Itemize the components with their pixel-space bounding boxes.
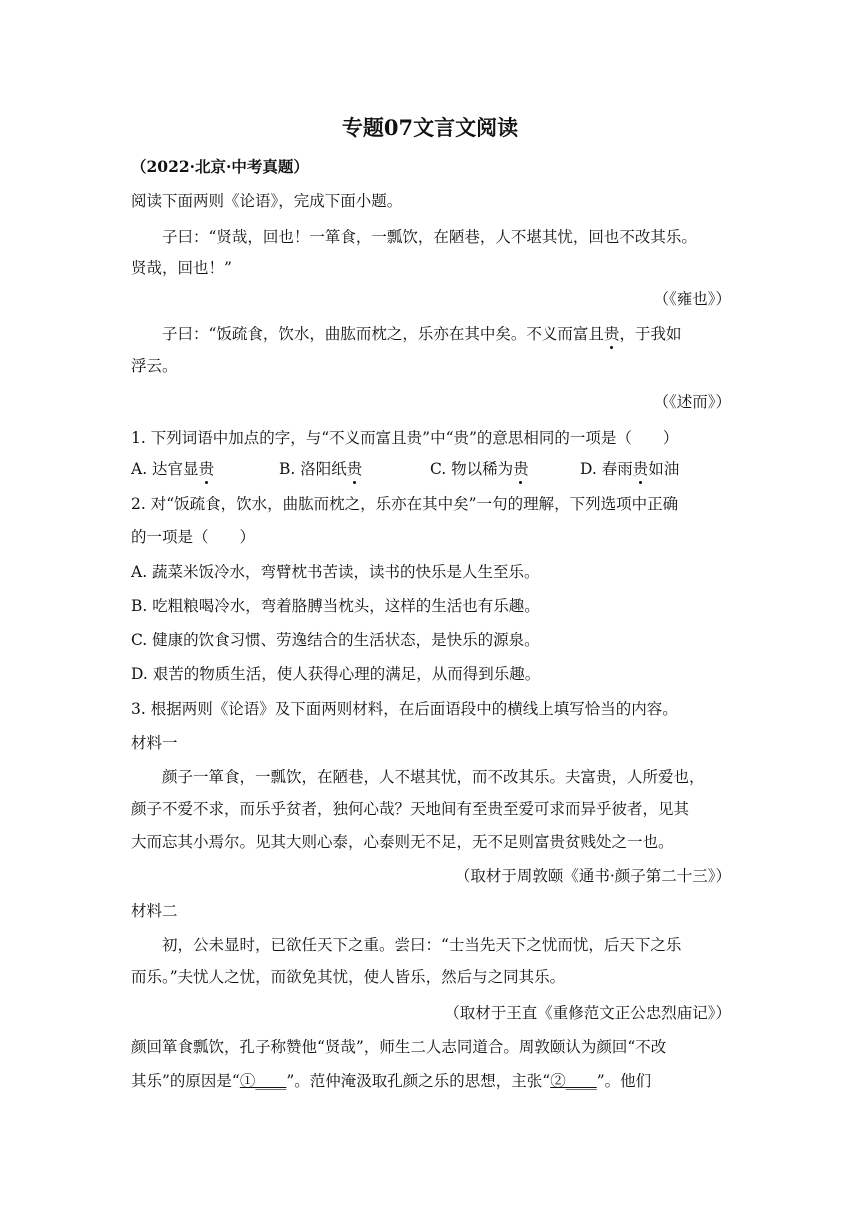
material1-line: 颜子不爱不求，而乐乎贫者，独何心哉？天地间有至贵至爱可求而异乎彼者，见其 [131,800,690,818]
option-text: A. 达官显 [131,460,199,478]
question1-option-b [279,459,362,479]
question2-option-a: A. 蔬菜米饭冷水，弯臂枕书苦读，读书的快乐是人生至乐。 [131,563,540,581]
answer-paragraph-line [131,1071,731,1091]
passage2-line: 浮云。 [131,357,178,375]
passage2-text: 子曰：“饭疏食，饮水，曲肱而枕之，乐亦在其中矣。不义而富且 [162,325,604,343]
passage2-line [131,324,731,344]
paragraph-text: ”。他们 [596,1072,652,1090]
question1-option-d [580,459,679,479]
answer-blank-2[interactable]: ②____ [550,1072,597,1090]
material1-source: （取材于周敦颐《通书·颜子第二十三》） [454,867,731,885]
passage1-source: （《雍也》） [653,290,731,308]
dotted-char: 贵 [198,460,215,478]
passage2-source: （《述而》） [653,393,731,411]
question2-option-b: B. 吃粗粮喝冷水，弯着胳膊当枕头，这样的生活也有乐趣。 [131,597,540,615]
dotted-char: 贵 [513,460,529,478]
material1-line: 大而忘其小焉尔。见其大则心泰，心泰则无不足，无不足则富贵贫贱处之一也。 [131,833,674,851]
question3-stem: 3. 根据两则《论语》及下面两则材料，在后面语段中的横线上填写恰当的内容。 [131,700,678,718]
paragraph-text: ”。范仲淹汲取孔颜之乐的思想，主张“ [286,1072,551,1090]
material1-line: 颜子一箪食，一瓢饮，在陋巷，人不堪其忧，而不改其乐。夫富贵，人所爱也， [162,768,705,786]
material2-label: 材料二 [131,902,178,920]
material2-line: 而乐。”夫忧人之忧，而欲免其忧，使人皆乐，然后与之同其乐。 [131,968,566,986]
answer-paragraph-line: 颜回箪食瓢饮，孔子称赞他“贤哉”，师生二人志同道合。周敦颐认为颜回“不改 [131,1038,667,1056]
material1-label: 材料一 [131,734,178,752]
question2-stem: 2. 对“饭疏食，饮水，曲肱而枕之，乐亦在其中矣”一句的理解，下列选项中正确 [131,495,679,513]
dotted-char: 贵 [632,460,649,478]
question1-option-a [131,459,214,479]
question1-options [131,459,731,481]
page-title: 专题07文言文阅读 [341,115,519,140]
passage1-line: 贤哉，回也！” [131,259,232,277]
passage2-text: ，于我如 [619,325,682,343]
passage1-line: 子曰：“贤哉，回也！一箪食，一瓢饮，在陋巷，人不堪其忧，回也不改其乐。 [162,228,697,246]
option-text: D. 春雨 [580,460,633,478]
dotted-char: 贵 [346,460,363,478]
dotted-char: 贵 [603,325,620,343]
question1-stem: 1. 下列词语中加点的字，与“不义而富且贵”中“贵”的意思相同的一项是（ ） [131,429,679,447]
question1-option-c [430,459,529,479]
question2-option-d: D. 艰苦的物质生活，使人获得心理的满足，从而得到乐趣。 [131,665,541,683]
reading-intro: 阅读下面两则《论语》，完成下面小题。 [131,192,403,210]
material2-source: （取材于王直《重修范文正公忠烈庙记》） [444,1004,731,1022]
answer-blank-1[interactable]: ①____ [239,1072,287,1090]
exam-source: （2022·北京·中考真题） [131,157,309,176]
option-text: B. 洛阳纸 [279,460,347,478]
option-text: C. 物以稀为 [430,460,514,478]
question2-stem: 的一项是（ ） [131,528,256,546]
paragraph-text: 其乐”的原因是“ [131,1072,240,1090]
question2-option-c: C. 健康的饮食习惯、劳逸结合的生活状态，是快乐的源泉。 [131,631,540,649]
option-text: 如油 [648,460,680,478]
material2-line: 初，公未显时，已欲任天下之重。尝曰：“士当先天下之忧而忧，后天下之乐 [162,936,682,954]
